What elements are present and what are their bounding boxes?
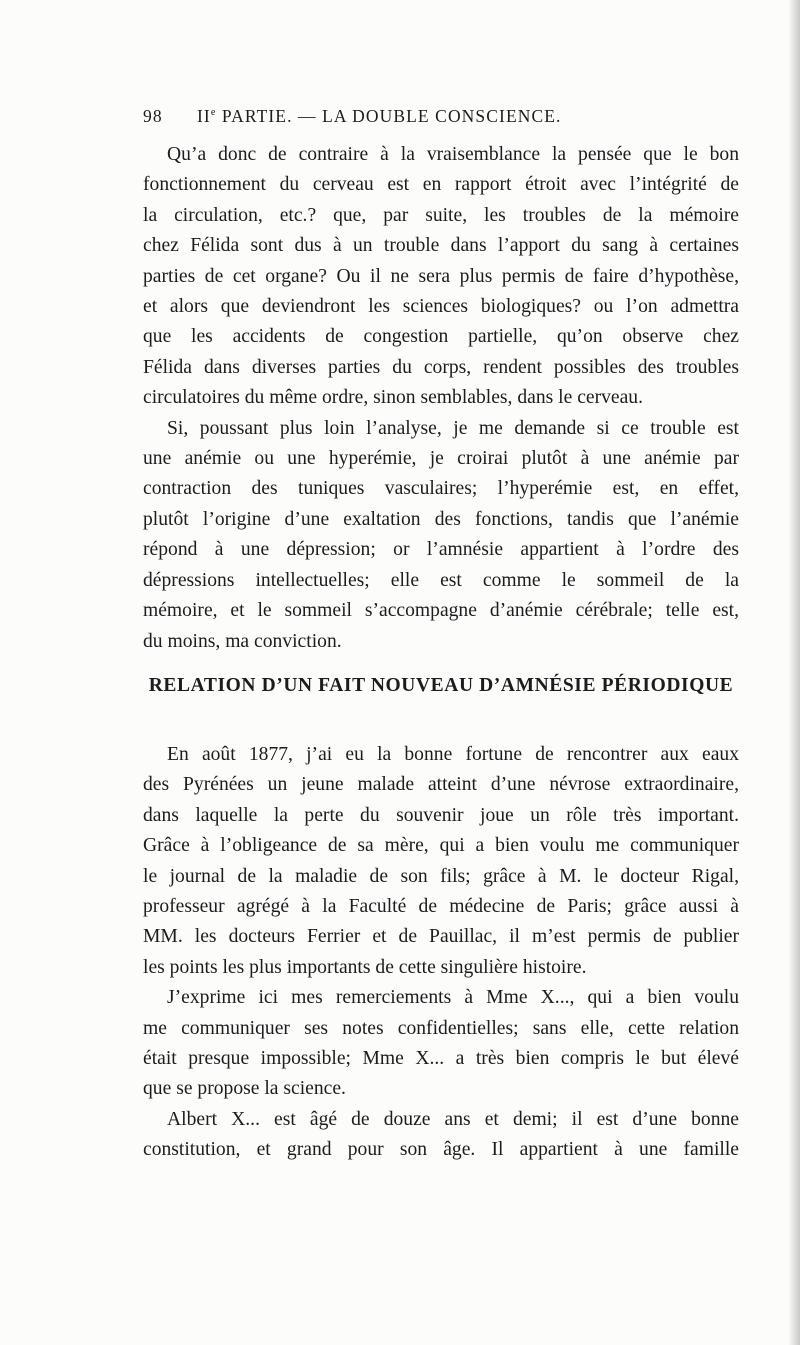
paragraph [143,983,739,1105]
page-header [143,106,743,130]
text-line: dépressions intellectuelles; elle est comme le sommeil de la [143,569,739,591]
text-line: Si, poussant plus loin l’analyse, je me demande si ce trouble est [167,417,739,439]
text-line: Albert X... est âgé de douze ans et demi; il est d’une bonne [167,1108,739,1130]
paragraph [143,414,739,657]
running-title-text: PARTIE. — LA DOUBLE CONSCIENCE. [216,106,562,126]
text-line: des Pyrénées un jeune malade atteint d’une névrose extraordinaire, [143,774,739,796]
text-line: Félida dans diverses parties du corps, rendent possibles des troubles [143,356,739,378]
text-line: le journal de la maladie de son fils; grâce à M. le docteur Rigal, [143,865,739,887]
text-line: dans laquelle la perte du souvenir joue un rôle très important. [143,804,739,826]
text-line: MM. les docteurs Ferrier et de Pauillac, il m’est permis de publier [143,926,739,948]
text-line: parties de cet organe? Ou il ne sera plus permis de faire d’hypothèse, [143,265,739,287]
paragraph [143,1105,739,1166]
text-line: que les accidents de congestion partielle, qu’on observe chez [143,326,739,348]
text-line: fonctionnement du cerveau est en rapport étroit avec l’intégrité de [143,174,739,196]
text-line: me communiquer ses notes confidentielles; sans elle, cette relation [143,1017,739,1039]
text-line: chez Félida sont dus à un trouble dans l’apport du sang à certaines [143,235,739,257]
text-line: professeur agrégé à la Faculté de médecine de Paris; grâce aussi à [143,896,739,918]
text-line: J’exprime ici mes remerciements à Mme X..., qui a bien voulu [167,987,739,1009]
paragraph [143,740,739,983]
text-line: Grâce à l’obligeance de sa mère, qui a bien voulu me communiquer [143,835,739,857]
text-line: du moins, ma conviction. [143,630,342,652]
running-title-prefix: II [197,106,211,126]
text-line: mémoire, et le sommeil s’accompagne d’anémie cérébrale; telle est, [143,600,739,622]
text-line: que se propose la science. [143,1078,346,1100]
text-line: répond à une dépression; or l’amnésie appartient à l’ordre des [143,539,739,561]
text-line: était presque impossible; Mme X... a très bien compris le but élevé [143,1048,739,1070]
paragraph [143,140,739,414]
section-heading: RELATION D’UN FAIT NOUVEAU D’AMNÉSIE PÉRIODIQUE [148,675,734,696]
text-line: constitution, et grand pour son âge. Il appartient à une famille [143,1139,739,1161]
text-line: une anémie ou une hyperémie, je croirai plutôt à une anémie par [143,448,739,470]
page-edge-shadow [788,0,800,1345]
text-line: contraction des tuniques vasculaires; l’hyperémie est, en effet, [143,478,739,500]
text-line: la circulation, etc.? que, par suite, les troubles de la mémoire [143,204,739,226]
text-line: les points les plus importants de cette singulière histoire. [143,956,587,978]
text-line: plutôt l’origine d’une exaltation des fonctions, tandis que l’anémie [143,508,739,530]
body-text-part-1 [143,140,739,657]
body-text-part-2 [143,740,739,1166]
page-number: 98 [143,106,163,126]
text-line: et alors que deviendront les sciences biologiques? ou l’on admettra [143,296,739,318]
running-title-superscript: e [210,107,217,118]
text-line: Qu’a donc de contraire à la vraisemblance la pensée que le bon [167,144,739,165]
running-title [197,106,562,127]
text-line: circulatoires du même ordre, sinon semblables, dans le cerveau. [143,387,644,409]
text-line: En août 1877, j’ai eu la bonne fortune de rencontrer aux eaux [167,744,739,765]
